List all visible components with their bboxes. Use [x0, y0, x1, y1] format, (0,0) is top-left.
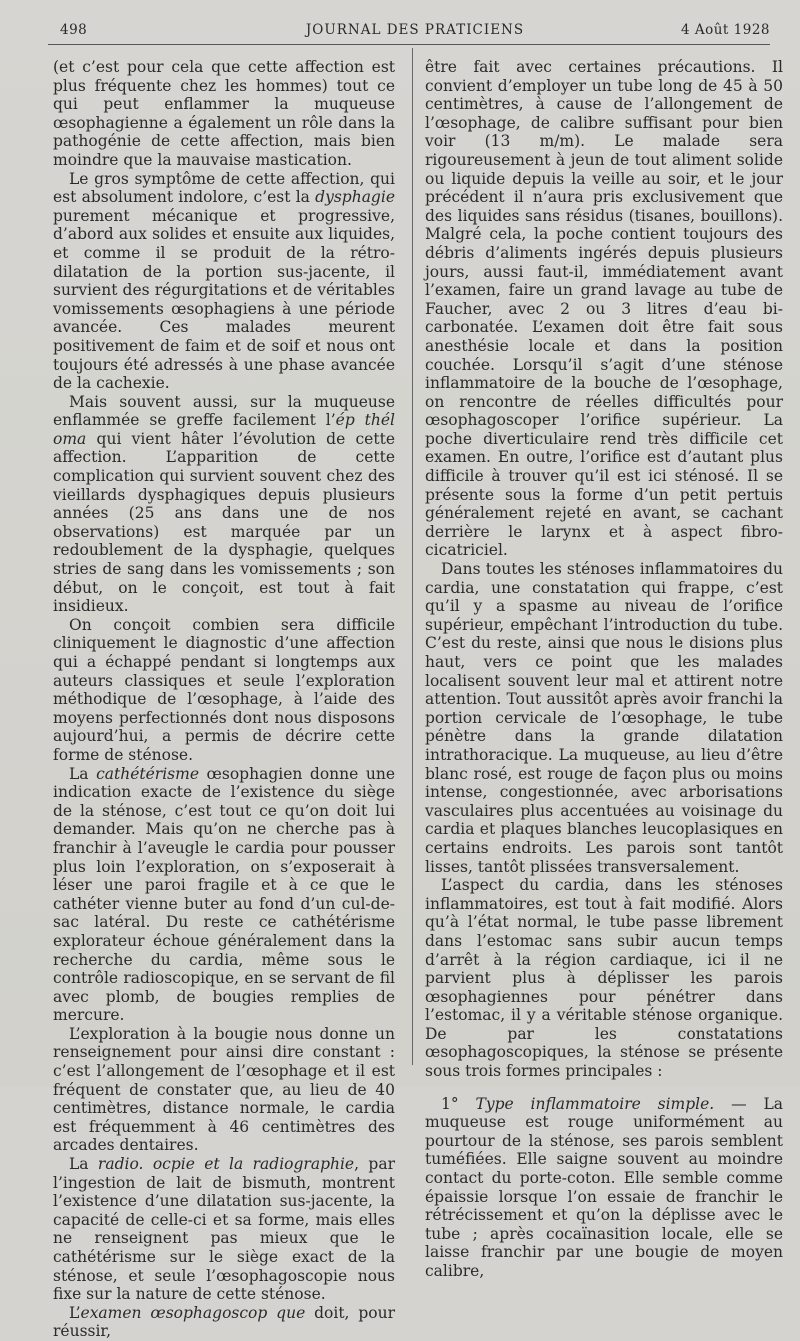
paragraph-text: qui vient hâter l’évolution de cette affection. L’apparition de cette complication qui survient souvent chez des vieillards dysphagiques depuis plusieurs années (25 ans dans une de nos observations) est marquée par un redoublement de la dysphagie, quelques stries de sang dans les vomissements ; son début, on le conçoit, est tout à fait insidieux. [53, 429, 395, 616]
paragraph-text: Dans toutes les sténoses inflammatoires du cardia, une constatation qui frappe, c’est qu’il y a spasme au niveau de l’orifice supérieur, empêchant l’introduction du tube. C’est du reste, ainsi que nous le disions plus haut, vers ce point que les malades localisent souvent leur mal et attirent notre attention. Tout aussitôt après avoir franchi la portion cervicale de l’œsophage, le tube pénètre dans la grande dilatation intrathoracique. La muqueuse, au lieu d’être blanc rosé, est rouge de façon plus ou moins intense, congestionnée, avec arborisations vasculaires plus accentuées au voisinage du cardia et plaques blanches leucoplasiques en certains endroits. Les parois sont tantôt lisses, tantôt plissées transversalement. [425, 560, 783, 876]
italic-term: radio. ocpie et la radiographie [97, 1155, 355, 1174]
italic-term: examen œsophagoscop que [80, 1303, 306, 1322]
column-divider [412, 48, 413, 1065]
paragraph [53, 765, 395, 1025]
paragraph-text: , par l’ingestion de lait de bismuth, montrent l’existence d’une dilatation sus-jacente, la capacité de celle-ci et sa forme, mais elles ne renseignent pas mieux que le cathétérisme sur le siège exact de la sténose, et seule l’œsophagoscopie nous fixe sur la nature de cette sténose. [53, 1155, 395, 1304]
paragraph-text: purement mécanique et progressive, d’abord aux solides et ensuite aux liquides, et comme il se produit de la rétro-dilatation de la portion sus-jacente, il survient des régurgitations et de véritables vomissements œsophagiens à une période avancée. Ces malades meurent positivement de faim et de soif et nous ont toujours été adressés à une phase avancée de la cachexie. [53, 206, 395, 393]
paragraph-text: œsophagien donne une indication exacte de l’existence du siège de la sténose, c’est tout ce qu’on doit lui demander. Mais qu’on ne cherche pas à franchir à l’aveugle le cardia pour pousser plus loin l’exploration, on s’exposerait à léser une paroi fragile et à ce que le cathéter vienne buter au fond d’un cul-de-sac latéral. Du reste ce cathétérisme explorateur échoue généralement dans la recherche du cardia, même sous le contrôle radioscopique, en se servant de fil avec plomb, de bougies remplies de mercure. [53, 764, 395, 1025]
right-column [425, 58, 783, 1281]
page-header [60, 22, 770, 42]
paragraph-text: L’exploration à la bougie nous donne un renseignement pour ainsi dire constant : c’est l’allongement de l’œsophage et il est fréquent de constater que, au lieu de 40 centimètres, distance normale, le cardia est fréquemment à 46 centimètres des arcades dentaires. [53, 1024, 395, 1155]
paragraph-text: (et c’est pour cela que cette affection est plus fréquente chez les hommes) tout ce qui peut enflammer la muqueuse œsophagienne a également un rôle dans la pathogénie de cette affection, mais bien moindre que la mauvaise mastication. [53, 58, 395, 169]
paragraph-text: L’ [69, 1303, 81, 1322]
paragraph-text: Le gros symptôme de cette affection, qui est absolument indolore, c’est la [53, 169, 395, 207]
paragraph [53, 1155, 395, 1304]
paragraph [53, 1025, 395, 1155]
italic-term: dysphagie [315, 188, 395, 207]
paragraph-text: La [69, 1155, 98, 1174]
paragraph-text: — La muqueuse est rouge uniformément au pourtour de la sténose, ses parois semblent tuméfiées. Elle saigne souvent au moindre contact du porte-coton. Elle semble comme épaissie lorsque l’on essaie de franchir le rétrécissement et qu’on la déplisse avec le tube ; après cocaïnasition locale, elle se laisse franchir par une bougie de moyen calibre, [425, 1094, 784, 1280]
paragraph [53, 616, 395, 765]
paragraph [53, 393, 395, 616]
paragraph [425, 876, 783, 1081]
paragraph [425, 560, 783, 876]
header-rule [48, 44, 770, 45]
journal-title: JOURNAL DES PRATICIENS [305, 22, 525, 38]
page-number: 498 [60, 22, 88, 38]
issue-date: 4 Août 1928 [680, 22, 770, 38]
paragraph-text: Mais souvent aussi, sur la muqueuse enflammée se greffe facilement l’ [53, 392, 395, 430]
italic-term: Type inflammatoire simple. [475, 1094, 715, 1113]
paragraph [53, 1304, 395, 1341]
paragraph [425, 58, 783, 560]
paragraph [425, 1095, 783, 1281]
list-number: 1° [441, 1094, 459, 1113]
paragraph [53, 170, 395, 393]
paragraph-text: La [69, 764, 97, 783]
paragraph-text: On conçoit combien sera difficile cliniquement le diagnostic d’une affection qui a échappé pendant si longtemps aux auteurs classiques et seule l’exploration méthodique de l’œsophage, à l’aide des moyens perfectionnés dont nous disposons aujourd’hui, a permis de décrire cette forme de sténose. [53, 615, 395, 764]
paragraph-text: être fait avec certaines précautions. Il convient d’employer un tube long de 45 à 50 centimètres, à cause de l’allongement de l’œsophage, de calibre suffisant pour bien voir (13 m/m). Le malade sera rigoureusement à jeun de tout aliment solide ou liquide depuis la veille au soir, et le jour précédent il n’aura pris exclusivement que des liquides sans résidus (tisanes, bouillons). Malgré cela, la poche contient toujours des débris d’aliments ingérés depuis plusieurs jours, aussi faut-il, immédiatement avant l’examen, faire un grand lavage au tube de Faucher, avec 2 ou 3 litres d’eau bi-carbonatée. L’examen doit être fait sous anesthésie locale et dans la position couchée. Lorsqu’il s’agit d’une sténose inflammatoire de la bouche de l’œsophage, on rencontre de réelles difficultés pour œsophagoscoper l’orifice supérieur. La poche diverticulaire rend très difficile cet examen. En outre, l’orifice est d’autant plus difficile à trouver qu’il est ici sténosé. Il se présente sous la forme d’un petit pertuis généralement rejeté en avant, se cachant derrière le larynx et à aspect fibro-cicatriciel. [425, 58, 783, 560]
paragraph-text: doit, pour réussir, [53, 1303, 395, 1341]
spacer [425, 1081, 783, 1095]
italic-term: ép thél oma [53, 411, 395, 448]
left-column [53, 58, 395, 1341]
paragraph-text: L’aspect du cardia, dans les sténoses inflammatoires, est tout à fait modifié. Alors qu’à l’état normal, le tube passe librement dans l’estomac sans subir aucun temps d’arrêt à la région cardiaque, ici il ne parvient plus à déplisser les parois œsophagiennes pour pénétrer dans l’estomac, il y a véritable sténose organique. De par les constatations œsophagoscopiques, la sténose se présente sous trois formes principales : [425, 876, 783, 1081]
paragraph [53, 58, 395, 170]
italic-term: cathétérisme [96, 764, 199, 783]
